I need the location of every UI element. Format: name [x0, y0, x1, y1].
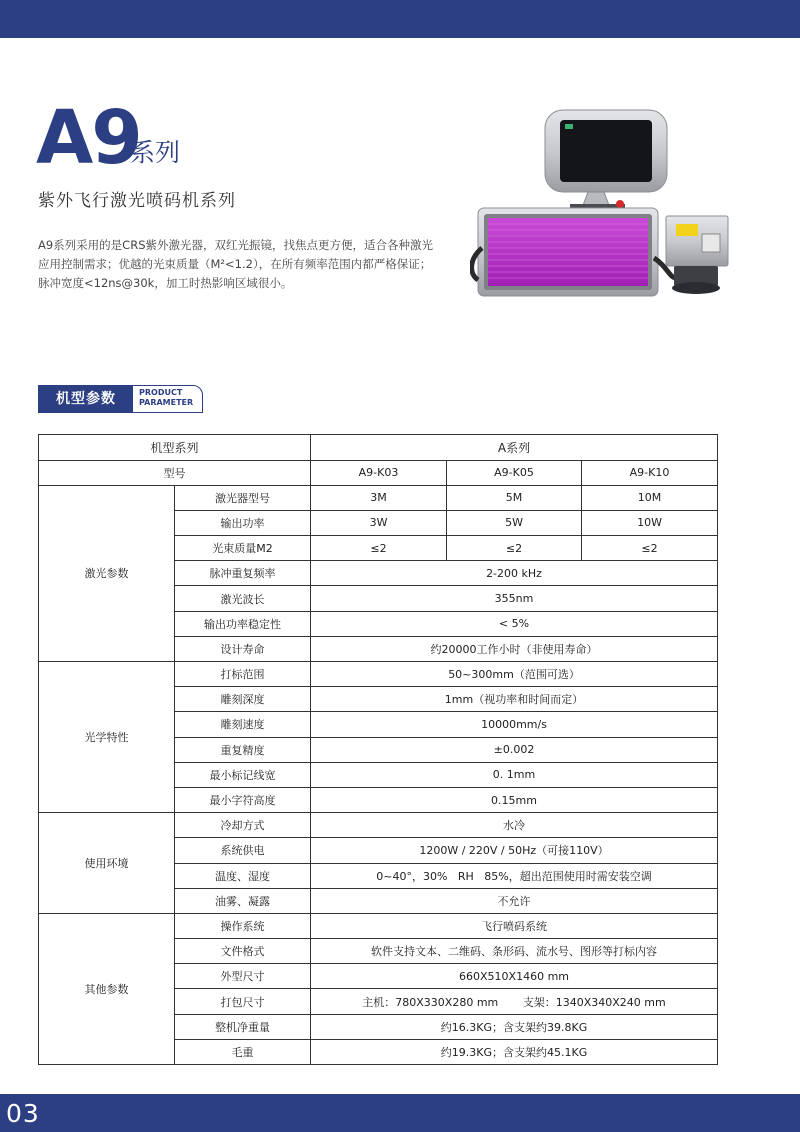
section-badge [38, 385, 203, 413]
param-value: 约20000工作小时（非使用寿命） [311, 636, 718, 661]
table-row [39, 913, 718, 938]
laser-marking-machine-image [470, 108, 740, 308]
param-label: 打标范围 [175, 662, 311, 687]
series-title-suffix: 系列 [130, 138, 181, 167]
param-value: ≤2 [447, 536, 582, 561]
param-label: 输出功率 [175, 510, 311, 535]
param-value: 不允许 [311, 888, 718, 913]
param-label: 激光器型号 [175, 485, 311, 510]
param-value: 0. 1mm [311, 762, 718, 787]
product-subtitle: 紫外飞行激光喷码机系列 [38, 191, 236, 211]
param-value: 飞行喷码系统 [311, 913, 718, 938]
bottom-color-band [0, 1094, 800, 1132]
param-value: 3W [311, 510, 447, 535]
model-cell: A9-K10 [582, 460, 718, 485]
param-value: 1200W / 220V / 50Hz（可接110V） [311, 838, 718, 863]
param-label: 整机净重量 [175, 1014, 311, 1039]
model-row [39, 460, 718, 485]
param-value: 355nm [311, 586, 718, 611]
param-label: 输出功率稳定性 [175, 611, 311, 636]
param-value: 主机：780X330X280 mm 支架：1340X340X240 mm [311, 989, 718, 1014]
param-value: 软件支持文本、二维码、条形码、流水号、图形等打标内容 [311, 939, 718, 964]
param-label: 雕刻速度 [175, 712, 311, 737]
description-line: A9系列采用的是CRS紫外激光器，双红光振镜，找焦点更方便，适合各种激光 [38, 238, 433, 252]
series-title: A9 [36, 95, 141, 181]
group-cell: 其他参数 [39, 913, 175, 1064]
param-value: 5W [447, 510, 582, 535]
param-value: < 5% [311, 611, 718, 636]
param-label: 激光波长 [175, 586, 311, 611]
param-value: 10M [582, 485, 718, 510]
table-row [39, 813, 718, 838]
param-value: 0~40°，30% RH 85%，超出范围使用时需安装空调 [311, 863, 718, 888]
param-value: 5M [447, 485, 582, 510]
param-label: 打包尺寸 [175, 989, 311, 1014]
param-value: 10000mm/s [311, 712, 718, 737]
param-value: 约19.3KG；含支架约45.1KG [311, 1039, 718, 1064]
param-value: 水冷 [311, 813, 718, 838]
param-value: 1mm（视功率和时间而定） [311, 687, 718, 712]
param-value: 约16.3KG；含支架约39.8KG [311, 1014, 718, 1039]
series-value-cell: A系列 [311, 435, 718, 461]
param-label: 重复精度 [175, 737, 311, 762]
param-label: 系统供电 [175, 838, 311, 863]
spec-table [38, 434, 718, 1065]
param-label: 油雾、凝露 [175, 888, 311, 913]
param-label: 最小字符高度 [175, 787, 311, 812]
param-label: 雕刻深度 [175, 687, 311, 712]
model-cell: A9-K03 [311, 460, 447, 485]
table-header-row [39, 435, 718, 461]
model-cell: A9-K05 [447, 460, 582, 485]
description-line: 应用控制需求；优越的光束质量（M²<1.2），在所有频率范围内都严格保证； [38, 257, 432, 271]
page-number: 03 [6, 1099, 40, 1128]
product-description [38, 236, 438, 293]
table-row [39, 662, 718, 687]
param-label: 毛重 [175, 1039, 311, 1064]
param-label: 外型尺寸 [175, 964, 311, 989]
param-label: 文件格式 [175, 939, 311, 964]
top-color-band [0, 0, 800, 38]
group-cell: 激光参数 [39, 485, 175, 661]
param-label: 操作系统 [175, 913, 311, 938]
param-label: 冷却方式 [175, 813, 311, 838]
group-cell: 光学特性 [39, 662, 175, 813]
param-label: 温度、湿度 [175, 863, 311, 888]
section-title: 机型参数 [39, 386, 133, 412]
param-value: 50~300mm（范围可选） [311, 662, 718, 687]
param-value: 660X510X1460 mm [311, 964, 718, 989]
param-label: 脉冲重复频率 [175, 561, 311, 586]
param-value: 3M [311, 485, 447, 510]
param-label: 最小标记线宽 [175, 762, 311, 787]
table-row [39, 485, 718, 510]
param-value: 0.15mm [311, 787, 718, 812]
series-label-cell: 机型系列 [39, 435, 311, 461]
model-label-cell: 型号 [39, 460, 311, 485]
param-label: 设计寿命 [175, 636, 311, 661]
param-value: 10W [582, 510, 718, 535]
param-label: 光束质量M2 [175, 536, 311, 561]
param-value: ±0.002 [311, 737, 718, 762]
param-value: 2-200 kHz [311, 561, 718, 586]
group-cell: 使用环境 [39, 813, 175, 914]
section-title-en: PRODUCT PARAMETER [139, 388, 194, 407]
param-value: ≤2 [582, 536, 718, 561]
description-line: 脉冲宽度<12ns@30k，加工时热影响区域很小。 [38, 276, 293, 290]
param-value: ≤2 [311, 536, 447, 561]
